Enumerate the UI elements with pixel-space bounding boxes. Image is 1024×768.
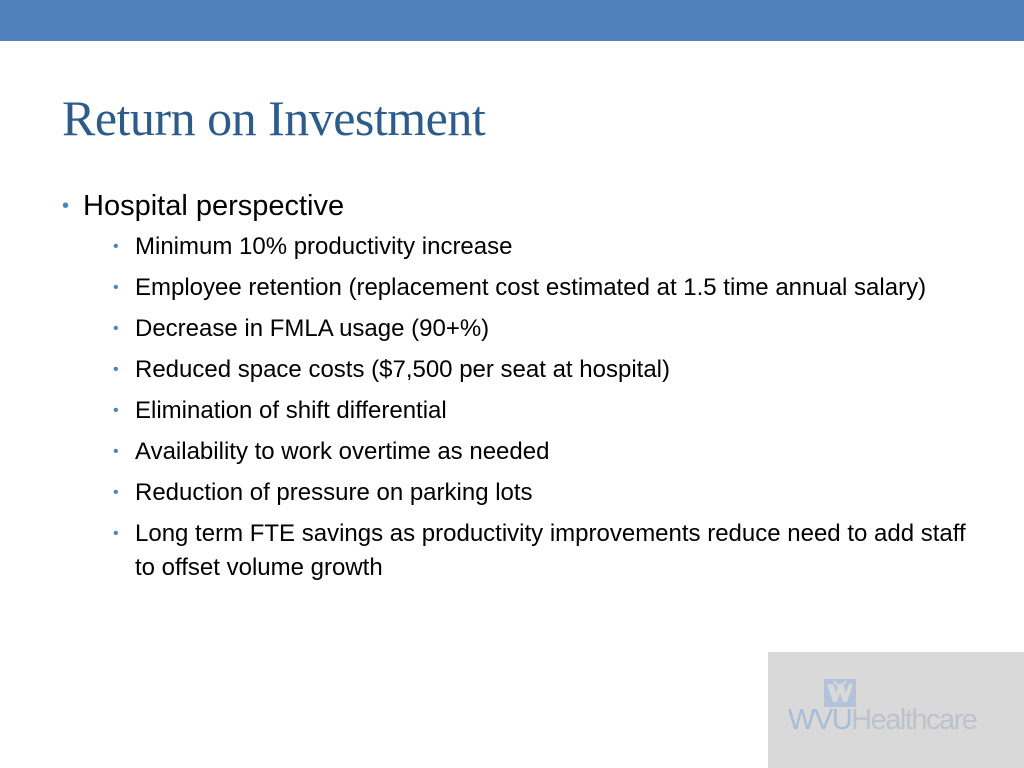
logo-text-wvu: WVU	[788, 704, 852, 736]
bullet-marker: •	[113, 238, 119, 255]
sub-bullet-item	[105, 517, 975, 585]
bullet-marker: •	[113, 402, 119, 419]
wvu-healthcare-logo	[768, 652, 1024, 768]
sub-bullet-text: Employee retention (replacement cost estimated at 1.5 time annual salary)	[135, 274, 927, 301]
sub-bullet-text: Minimum 10% productivity increase	[135, 233, 513, 260]
sub-bullet-item	[105, 271, 975, 305]
sub-bullet-text: Reduced space costs ($7,500 per seat at hospital)	[135, 356, 670, 383]
main-bullet-item	[62, 186, 966, 585]
sub-bullet-list	[83, 230, 966, 585]
bullet-marker: •	[113, 525, 119, 542]
bullet-marker: •	[113, 443, 119, 460]
bullet-marker: •	[113, 320, 119, 337]
bullet-marker: •	[113, 279, 119, 296]
sub-bullet-item	[105, 476, 975, 510]
sub-bullet-item	[105, 230, 975, 264]
sub-bullet-item	[105, 353, 975, 387]
header-accent-bar	[0, 0, 1024, 41]
bullet-marker: •	[62, 195, 70, 217]
sub-bullet-text: Elimination of shift differential	[135, 397, 447, 424]
sub-bullet-item	[105, 394, 975, 428]
sub-bullet-text: Long term FTE savings as productivity improvements reduce need to add staff to offset volume growth	[135, 520, 966, 581]
sub-bullet-item	[105, 435, 975, 469]
logo-text-healthcare: Healthcare	[851, 704, 977, 736]
logo-wordmark	[788, 704, 976, 737]
bullet-list	[62, 186, 966, 585]
sub-bullet-text: Decrease in FMLA usage (90+%)	[135, 315, 490, 342]
sub-bullet-text: Availability to work overtime as needed	[135, 438, 550, 465]
sub-bullet-item	[105, 312, 975, 346]
bullet-marker: •	[113, 361, 119, 378]
main-bullet-text: Hospital perspective	[83, 190, 345, 222]
sub-bullet-text: Reduction of pressure on parking lots	[135, 479, 533, 506]
wvu-flying-wv-icon	[824, 679, 856, 707]
bullet-marker: •	[113, 484, 119, 501]
slide-title: Return on Investment	[62, 90, 486, 146]
slide-body	[62, 186, 966, 592]
